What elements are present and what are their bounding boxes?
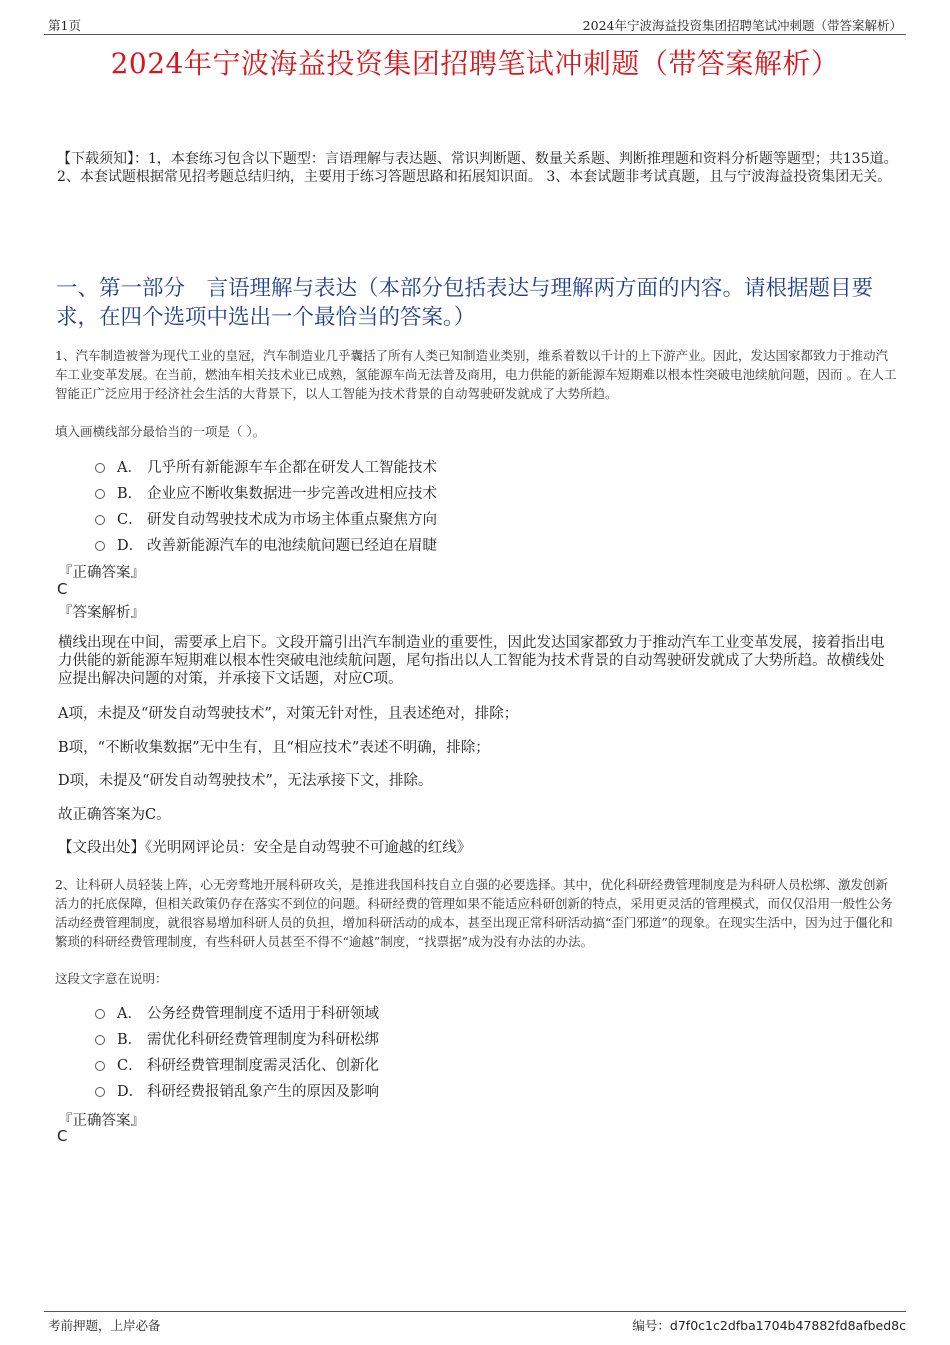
correct-answer: C	[57, 1127, 68, 1145]
page-header	[44, 14, 906, 35]
radio-icon[interactable]	[95, 541, 105, 551]
section-heading: 一、第一部分 言语理解与表达（本部分包括表达与理解两方面的内容。请根据题目要求，在四个选项中选出一个最恰当的答案。）	[56, 276, 874, 330]
question-1-options	[95, 453, 437, 557]
radio-icon[interactable]	[95, 1009, 105, 1019]
page-number: 第1页	[48, 18, 81, 33]
radio-icon[interactable]	[95, 1061, 105, 1071]
radio-icon[interactable]	[95, 515, 105, 525]
option-a[interactable]: A． 公务经费管理制度不适用于科研领域	[95, 999, 379, 1025]
question-2-stem: 2、让科研人员轻装上阵，心无旁骛地开展科研攻关，是推进我国科技自立自强的必要选择。其中，优化科研经费管理制度是为科研人员松绑、激发创新活力的托底保障，但相关政策仍存在落实不到位的问题。科研经费的管理如果不能适应科研创新的特点，采用更灵活的管理模式，而仅仅沿用一般性公务活动经费管理制度，就很容易增加科研人员的负担，增加科研活动的成本，甚至出现正常科研活动搞“歪门邪道”的现象。在现实生活中，因为过于僵化和繁琐的科研经费管理制度，有些科研人员甚至不得不“逾越”制度，“找票据”成为没有办法的办法。	[55, 877, 893, 949]
analysis-paragraph: B项，“不断收集数据”无中生有，且“相应技术”表述不明确，排除；	[58, 740, 490, 756]
option-b[interactable]: B． 企业应不断收集数据进一步完善改进相应技术	[95, 479, 437, 505]
answer-label: 『正确答案』	[58, 1113, 145, 1129]
answer-label: 『正确答案』	[58, 565, 145, 581]
footer-slogan: 考前押题，上岸必备	[48, 1318, 161, 1333]
analysis-label: 『答案解析』	[58, 605, 145, 621]
option-c[interactable]: C． 科研经费管理制度需灵活化、创新化	[95, 1051, 379, 1077]
document-code: 编号：d7f0c1c2dfba1704b47882fd8afbed8c	[632, 1318, 906, 1333]
download-notice: 【下载须知】：1，本套练习包含以下题型：言语理解与表达题、常识判断题、数量关系题、判断推理题和资料分析题等题型；共135道。 2、本套试题根据常见招考题总结归纳，主要用于练习答题思路和拓展知识面。 3、本套试题非考试真题，且与宁波海益投资集团无关。	[57, 151, 898, 185]
correct-answer: C	[57, 580, 68, 598]
option-d[interactable]: D． 改善新能源汽车的电池续航问题已经迫在眉睫	[95, 531, 437, 557]
source-citation: 【文段出处】《光明网评论员：安全是自动驾驶不可逾越的红线》	[58, 840, 472, 856]
question-1-prompt: 填入画横线部分最恰当的一项是（ ）。	[55, 424, 266, 439]
option-b[interactable]: B． 需优化科研经费管理制度为科研松绑	[95, 1025, 379, 1051]
header-doc-title: 2024年宁波海益投资集团招聘笔试冲刺题（带答案解析）	[582, 18, 902, 33]
radio-icon[interactable]	[95, 1035, 105, 1045]
analysis-paragraph: 故正确答案为C。	[58, 807, 171, 823]
analysis-paragraph: 横线出现在中间，需要承上启下。文段开篇引出汽车制造业的重要性，因此发达国家都致力于推动汽车工业变革发展，接着指出电力供能的新能源车短期难以根本性突破电池续航问题，尾句指出以人工智能为技术背景的自动驾驶研发就成了大势所趋。故横线处应提出解决问题的对策，并承接下文话题，对应C项。	[58, 635, 885, 687]
radio-icon[interactable]	[95, 1087, 105, 1097]
radio-icon[interactable]	[95, 489, 105, 499]
option-c[interactable]: C． 研发自动驾驶技术成为市场主体重点聚焦方向	[95, 505, 437, 531]
question-2-prompt: 这段文字意在说明：	[55, 971, 168, 986]
option-a[interactable]: A． 几乎所有新能源车车企都在研发人工智能技术	[95, 453, 437, 479]
analysis-paragraph: A项，未提及“研发自动驾驶技术”，对策无针对性，且表述绝对，排除；	[58, 706, 519, 722]
question-1-stem: 1、汽车制造被誉为现代工业的皇冠，汽车制造业几乎囊括了所有人类已知制造业类别，维系着数以千计的上下游产业。因此，发达国家都致力于推动汽车工业变革发展。在当前，燃油车相关技术业已成熟，氢能源车尚无法普及商用，电力供能的新能源车短期难以根本性突破电池续航问题，因而 。在人工智能正广泛应用于经济社会生活的大背景下，以人工智能为技术背景的自动驾驶研发就成了大势所趋。	[55, 348, 897, 401]
analysis-paragraph: D项，未提及“研发自动驾驶技术”，无法承接下文，排除。	[58, 773, 433, 789]
page-footer	[44, 1311, 906, 1333]
question-2-options	[95, 999, 379, 1103]
document-title: 2024年宁波海益投资集团招聘笔试冲刺题（带答案解析）	[110, 47, 840, 80]
radio-icon[interactable]	[95, 463, 105, 473]
option-d[interactable]: D． 科研经费报销乱象产生的原因及影响	[95, 1077, 379, 1103]
